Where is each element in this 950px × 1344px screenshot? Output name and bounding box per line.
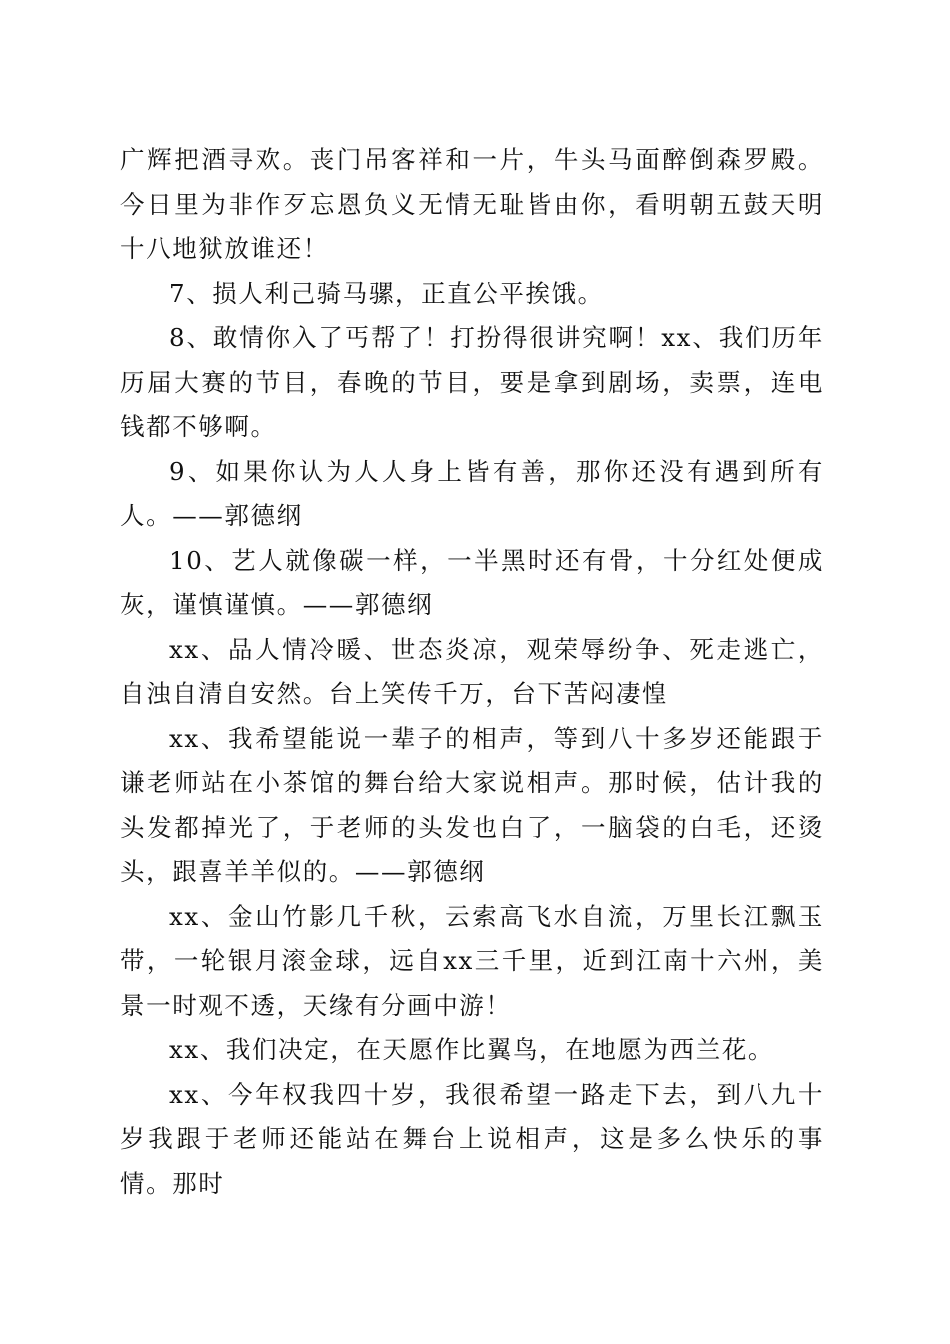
paragraph-quote-10: 10、艺人就像碳一样，一半黑时还有骨，十分红处便成灰，谨慎谨慎。——郭德纲	[120, 545, 824, 619]
paragraph-quote-12: xx、我希望能说一辈子的相声，等到八十多岁还能跟于谦老师站在小茶馆的舞台给大家说相声。那时候，估计我的头发都掉光了，于老师的头发也白了，一脑袋的白毛，还烫头，跟喜羊羊似的。——郭德纲	[120, 723, 824, 886]
paragraph-quote-11: xx、品人情冷暖、世态炎凉，观荣辱纷争、死走逃亡，自浊自清自安然。台上笑传千万，台下苦闷凄惶	[120, 634, 824, 708]
paragraph-quote-9: 9、如果你认为人人身上皆有善，那你还没有遇到所有人。——郭德纲	[120, 456, 824, 530]
paragraph-quote-15: xx、今年权我四十岁，我很希望一路走下去，到八九十岁我跟于老师还能站在舞台上说相声，这是多么快乐的事情。那时	[120, 1079, 824, 1198]
document-body	[120, 138, 824, 1206]
paragraph-quote-14: xx、我们决定，在天愿作比翼鸟，在地愿为西兰花。	[169, 1035, 775, 1064]
paragraph-quote-7: 7、损人利己骑马骡，正直公平挨饿。	[169, 278, 604, 308]
paragraph-quote-8: 8、敢情你入了丐帮了！打扮得很讲究啊！xx、我们历年历届大赛的节目，春晚的节目，要是拿到剧场，卖票，连电钱都不够啊。	[120, 323, 824, 441]
paragraph-continuation: 广辉把酒寻欢。丧门吊客祥和一片，牛头马面醉倒森罗殿。今日里为非作歹忘恩负义无情无耻皆由你，看明朝五鼓天明十八地狱放谁还！	[120, 145, 824, 263]
paragraph-quote-13: xx、金山竹影几千秋，云索高飞水自流，万里长江飘玉带，一轮银月滚金球，远自xx三千里，近到江南十六州，美景一时观不透，天缘有分画中游！	[120, 901, 824, 1020]
